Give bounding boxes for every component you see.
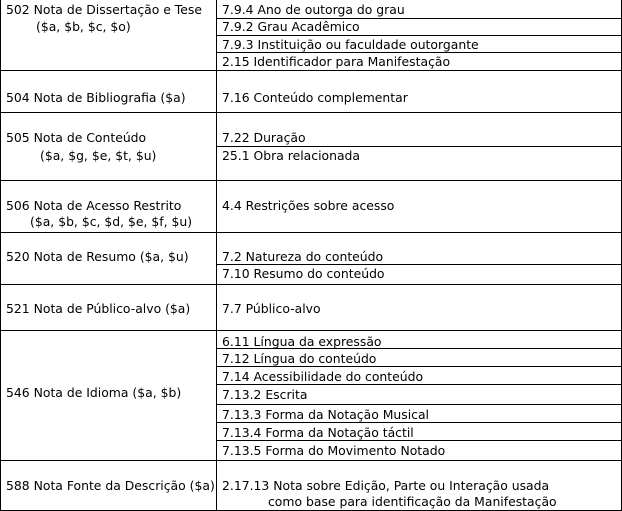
row-divider [0, 180, 622, 181]
marc-subfields-502: ($a, $b, $c, $o) [36, 19, 131, 34]
rda-element: 7.16 Conteúdo complementar [222, 90, 408, 105]
cell-divider [216, 384, 622, 385]
rda-element: 7.9.4 Ano de outorga do grau [222, 2, 405, 17]
cell-divider [216, 146, 622, 147]
rda-element: 7.7 Público-alvo [222, 301, 321, 316]
rda-element: 7.14 Acessibilidade do conteúdo [222, 369, 424, 384]
rda-element: 6.11 Língua da expressão [222, 334, 382, 349]
marc-subfields-505: ($a, $g, $e, $t, $u) [40, 148, 157, 163]
row-divider [0, 70, 622, 71]
rda-element: 2.17.13 Nota sobre Edição, Parte ou Interação usada [222, 478, 550, 493]
marc-field-546: 546 Nota de Idioma ($a, $b) [6, 385, 182, 400]
rda-element: 7.13.2 Escrita [222, 387, 308, 402]
row-divider [0, 330, 622, 331]
column-divider [216, 0, 217, 511]
rda-element: 7.2 Natureza do conteúdo [222, 249, 384, 264]
marc-field-502: 502 Nota de Dissertação e Tese [6, 2, 202, 17]
cell-divider [216, 422, 622, 423]
cell-divider [216, 264, 622, 265]
cell-divider [216, 35, 622, 36]
rda-element: 7.10 Resumo do conteúdo [222, 266, 385, 281]
table-border-left [0, 0, 1, 511]
row-divider [0, 232, 622, 233]
rda-element: 7.9.3 Instituição ou faculdade outorgante [222, 37, 479, 52]
rda-element: 4.4 Restrições sobre acesso [222, 198, 395, 213]
row-divider [0, 284, 622, 285]
rda-element: 7.13.5 Forma do Movimento Notado [222, 443, 446, 458]
marc-field-505: 505 Nota de Conteúdo [6, 130, 147, 145]
rda-element: 7.22 Duração [222, 130, 306, 145]
marc-field-588: 588 Nota Fonte da Descrição ($a) [6, 478, 215, 493]
cell-divider [216, 404, 622, 405]
marc-subfields-506: ($a, $b, $c, $d, $e, $f, $u) [30, 214, 193, 229]
cell-divider [216, 52, 622, 53]
rda-element: 7.13.3 Forma da Notação Musical [222, 407, 430, 422]
cell-divider [216, 440, 622, 441]
row-divider [0, 112, 622, 113]
rda-element: 7.13.4 Forma da Notação táctil [222, 425, 414, 440]
rda-element: 2.15 Identificador para Manifestação [222, 54, 451, 69]
marc-field-504: 504 Nota de Bibliografia ($a) [6, 90, 186, 105]
row-divider [0, 460, 622, 461]
rda-element: 7.12 Língua do conteúdo [222, 351, 377, 366]
marc-field-521: 521 Nota de Público-alvo ($a) [6, 301, 191, 316]
marc-field-520: 520 Nota de Resumo ($a, $u) [6, 249, 189, 264]
rda-element: 7.9.2 Grau Acadêmico [222, 19, 360, 34]
cell-divider [216, 366, 622, 367]
rda-element: 25.1 Obra relacionada [222, 148, 360, 163]
rda-element-continuation: como base para identificação da Manifestação [268, 494, 557, 509]
marc-field-506: 506 Nota de Acesso Restrito [6, 198, 182, 213]
